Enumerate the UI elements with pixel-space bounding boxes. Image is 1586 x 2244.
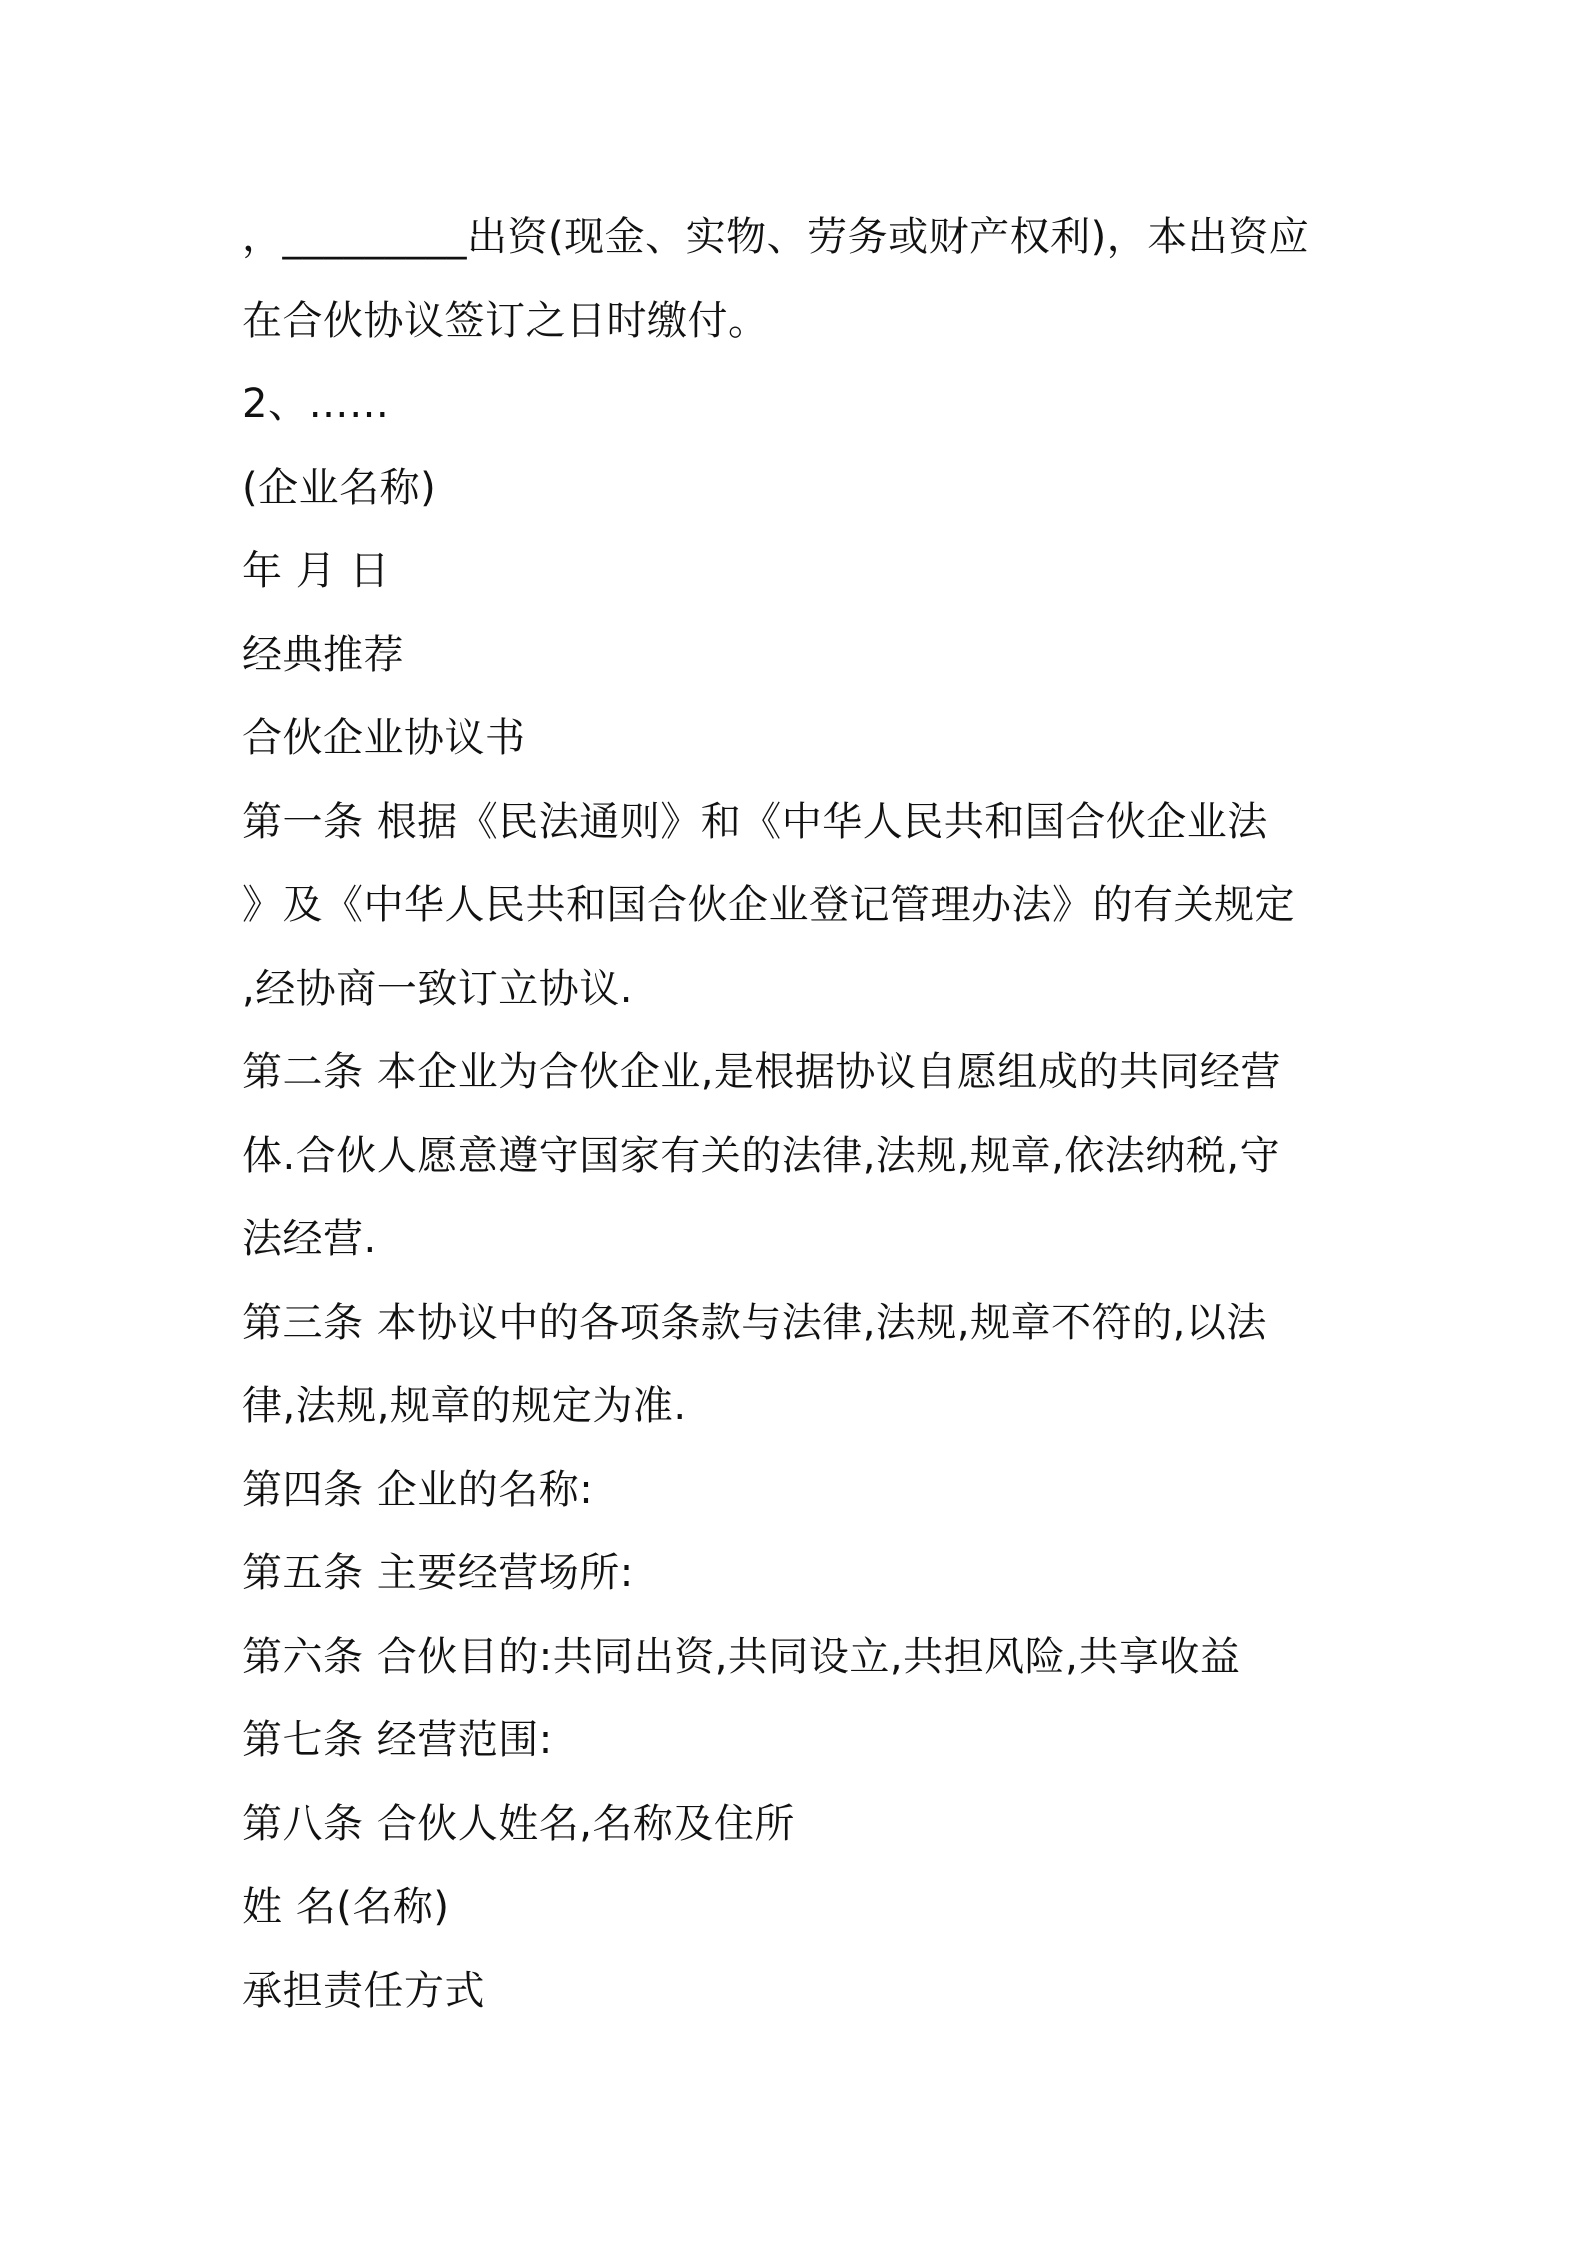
- article-7: 第七条 经营范围:: [242, 1717, 553, 1763]
- text-line: 在合伙协议签订之日时缴付。: [242, 297, 769, 344]
- article-8: 第八条 合伙人姓名,名称及住所: [242, 1800, 795, 1847]
- text-line: 2、……: [242, 381, 390, 427]
- article-1-cont: ,经协商一致订立协议.: [242, 965, 633, 1012]
- text-line: 承担责任方式: [242, 1967, 485, 2014]
- article-3: 第三条 本协议中的各项条款与法律,法规,规章不符的,以法: [242, 1299, 1267, 1346]
- section-heading: 经典推荐: [242, 631, 404, 678]
- text-line: (企业名称): [242, 464, 437, 511]
- article-2-cont: 体.合伙人愿意遵守国家有关的法律,法规,规章,依法纳税,守: [242, 1132, 1281, 1179]
- article-5: 第五条 主要经营场所:: [242, 1550, 634, 1596]
- article-3-cont: 律,法规,规章的规定为准.: [242, 1383, 687, 1429]
- text-line: 姓 名(名称): [242, 1884, 450, 1930]
- text-line: ，_________出资(现金、实物、劳务或财产权利)，本出资应: [242, 214, 1310, 260]
- article-6: 第六条 合伙目的:共同出资,共同设立,共担风险,共享收益: [242, 1633, 1241, 1680]
- article-2: 第二条 本企业为合伙企业,是根据协议自愿组成的共同经营: [242, 1049, 1281, 1095]
- article-1-cont: 》及《中华人民共和国合伙企业登记管理办法》的有关规定: [242, 882, 1295, 928]
- article-1: 第一条 根据《民法通则》和《中华人民共和国合伙企业法: [242, 798, 1268, 845]
- date-line: 年 月 日: [242, 548, 390, 594]
- article-4: 第四条 企业的名称:: [242, 1466, 594, 1513]
- document-body: [242, 196, 1362, 2033]
- article-2-cont: 法经营.: [242, 1216, 377, 1262]
- document-title: 合伙企业协议书: [242, 715, 526, 761]
